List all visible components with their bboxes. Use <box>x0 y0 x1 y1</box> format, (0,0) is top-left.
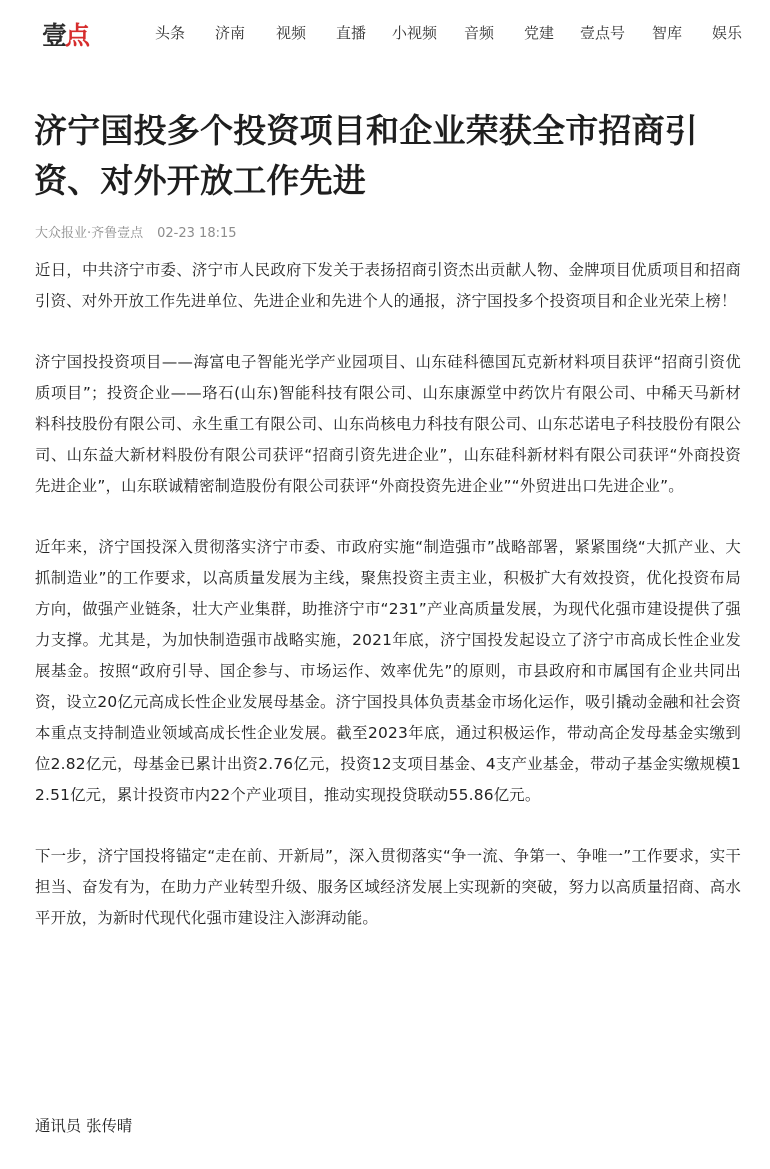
article-body <box>35 255 741 964</box>
nav-item-yidian-account[interactable]: 壹点号 <box>580 24 626 42</box>
article-title: 济宁国投多个投资项目和企业荣获全市招商引资、对外开放工作先进 <box>34 111 698 200</box>
nav-item-audio[interactable]: 音频 <box>464 24 495 42</box>
nav-item-jinan[interactable]: 济南 <box>215 24 246 42</box>
article-source[interactable]: 大众报业·齐鲁壹点 <box>35 226 144 241</box>
nav-item-live[interactable]: 直播 <box>336 24 367 42</box>
nav-item-entertainment[interactable]: 娱乐 <box>712 24 743 42</box>
nav-item-party-building[interactable]: 党建 <box>524 24 555 42</box>
article-time: 02-23 18:15 <box>157 226 237 241</box>
nav-item-short-video[interactable]: 小视频 <box>392 24 438 42</box>
article-paragraph: 近年来，济宁国投深入贯彻落实济宁市委、市政府实施“制造强市”战略部署，紧紧围绕“大抓产业、大抓制造业”的工作要求，以高质量发展为主线，聚焦投资主责主业，积极扩大有效投资，优化投资布局方向，做强产业链条，壮大产业集群，助推济宁市“231”产业高质量发展，为现代化强市建设提供了强力支撑。尤其是，为加快制造强市战略实施，2021年底，济宁国投发起设立了济宁市高成长性企业发展基金。按照“政府引导、国企参与、市场运作、效率优先”的原则，市县政府和市属国有企业共同出资，设立20亿元高成长性企业发展母基金。济宁国投具体负责基金市场化运作，吸引撬动金融和社会资本重点支持制造业领域高成长性企业发展。截至2023年底，通过积极运作，带动高企发母基金实缴到位2.82亿元，母基金已累计出资2.76亿元，投资12支项目基金、4支产业基金，带动子基金实缴规模12.51亿元，累计投资市内22个产业项目，推动实现投贷联动55.86亿元。 <box>35 538 741 804</box>
article-paragraph: 下一步，济宁国投将锚定“走在前、开新局”，深入贯彻落实“争一流、争第一、争唯一”工作要求，实干担当、奋发有为，在助力产业转型升级、服务区域经济发展上实现新的突破，努力以高质量招商、高水平开放，为新时代现代化强市建设注入澎湃动能。 <box>35 847 741 927</box>
nav-item-headlines[interactable]: 头条 <box>155 24 186 42</box>
article-meta <box>35 225 237 243</box>
nav-item-video[interactable]: 视频 <box>276 24 307 42</box>
channel-nav <box>0 20 770 46</box>
logo-text-second: 点 <box>65 21 89 50</box>
logo-text-first: 壹 <box>42 21 66 50</box>
top-navigation-bar <box>0 0 770 66</box>
article-paragraph: 济宁国投投资项目——海富电子智能光学产业园项目、山东硅科德国瓦克新材料项目获评“招商引资优质项目”；投资企业——珞石(山东)智能科技有限公司、山东康源堂中药饮片有限公司、中稀天马新材料科技股份有限公司、永生重工有限公司、山东尚核电力科技有限公司、山东芯诺电子科技股份有限公司、山东益大新材料股份有限公司获评“招商引资先进企业”，山东硅科新材料有限公司获评“外商投资先进企业”，山东联诚精密制造股份有限公司获评“外商投资先进企业”“外贸进出口先进企业”。 <box>35 353 741 495</box>
article-byline: 通讯员 张传晴 <box>35 1117 133 1135</box>
article-paragraph: 近日，中共济宁市委、济宁市人民政府下发关于表扬招商引资杰出贡献人物、金牌项目优质项目和招商引资、对外开放工作先进单位、先进企业和先进个人的通报，济宁国投多个投资项目和企业光荣上榜！ <box>35 261 741 310</box>
nav-item-think-tank[interactable]: 智库 <box>652 24 683 42</box>
